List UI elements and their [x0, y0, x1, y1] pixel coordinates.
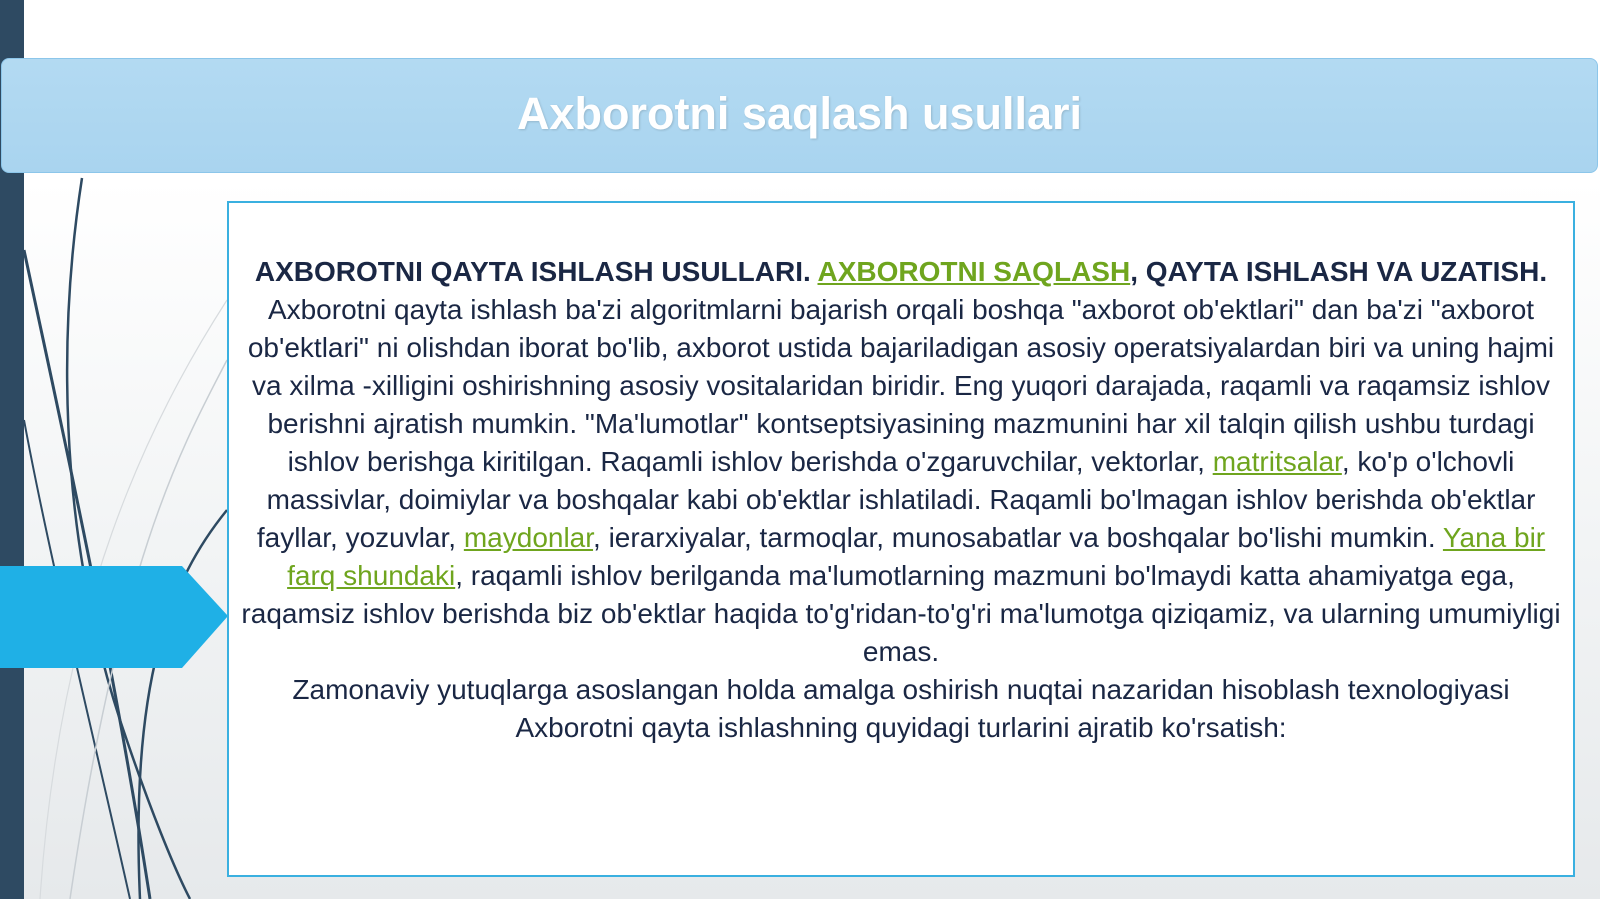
heading-text-before: AXBOROTNI QAYTA ISHLASH USULLARI. [254, 256, 818, 287]
paragraph-text: , raqamli ishlov berilganda ma'lumotlarning mazmuni bo'lmaydi katta ahamiyatga ega, raqamsiz ishlov berishda biz ob'ektlar haqida to'g'ridan-to'g'ri ma'lumotga qiziqamiz, va ularning umumiyligi emas. [241, 560, 1561, 667]
paragraph-text: , ko'p o'lchovli massivlar, doimiylar va boshqalar kabi ob'ektlar ishlatiladi. Raqamli bo'lmagan ishlov berishda ob'ektlar fayllar, yozuvlar, [256, 446, 1536, 553]
link-matritsalar[interactable]: matritsalar [1212, 446, 1342, 477]
slide-title: Axborotni saqlash usullari [516, 87, 1083, 139]
content-heading [237, 253, 1565, 291]
paragraph-text: Axborotni qayta ishlash ba'zi algoritmlarni bajarish orqali boshqa "axborot ob'ektlari" dan ba'zi "axborot ob'ektlari" ni olishdan iborat bo'lib, axborot ustida bajariladigan asosiy operatsiyalardan biri va uning hajmi va xilma -xilligini oshirishning asosiy vositalaridan biridir. Eng yuqori darajada, raqamli va raqamsiz ishlov berishni ajratish mumkin. "Ma'lumotlar" kontseptsiyasining mazmunini har xil talqin qilish ushbu turdagi ishlov berishga kiritilgan. Raqamli ishlov berishda o'zgaruvchilar, vektorlar, [247, 294, 1555, 477]
link-maydonlar[interactable]: maydonlar [463, 522, 594, 553]
heading-link[interactable]: AXBOROTNI SAQLASH [817, 256, 1131, 287]
title-band [1, 58, 1598, 173]
pentagon-arrow-shape [0, 566, 230, 670]
link-yana-bir-farq[interactable]: Yana bir farq shundaki [287, 522, 1546, 591]
paragraph-text: , ierarxiyalar, tarmoqlar, munosabatlar va boshqalar bo'lishi mumkin. [593, 522, 1443, 553]
content-box [227, 201, 1575, 877]
body-paragraph-2: Zamonaviy yutuqlarga asoslangan holda amalga oshirish nuqtai nazaridan hisoblash texnologiyasi Axborotni qayta ishlashning quyidagi turlarini ajratib ko'rsatish: [292, 674, 1510, 743]
heading-text-after: , QAYTA ISHLASH VA UZATISH. [1130, 256, 1548, 287]
body-paragraph-1 [237, 291, 1565, 671]
